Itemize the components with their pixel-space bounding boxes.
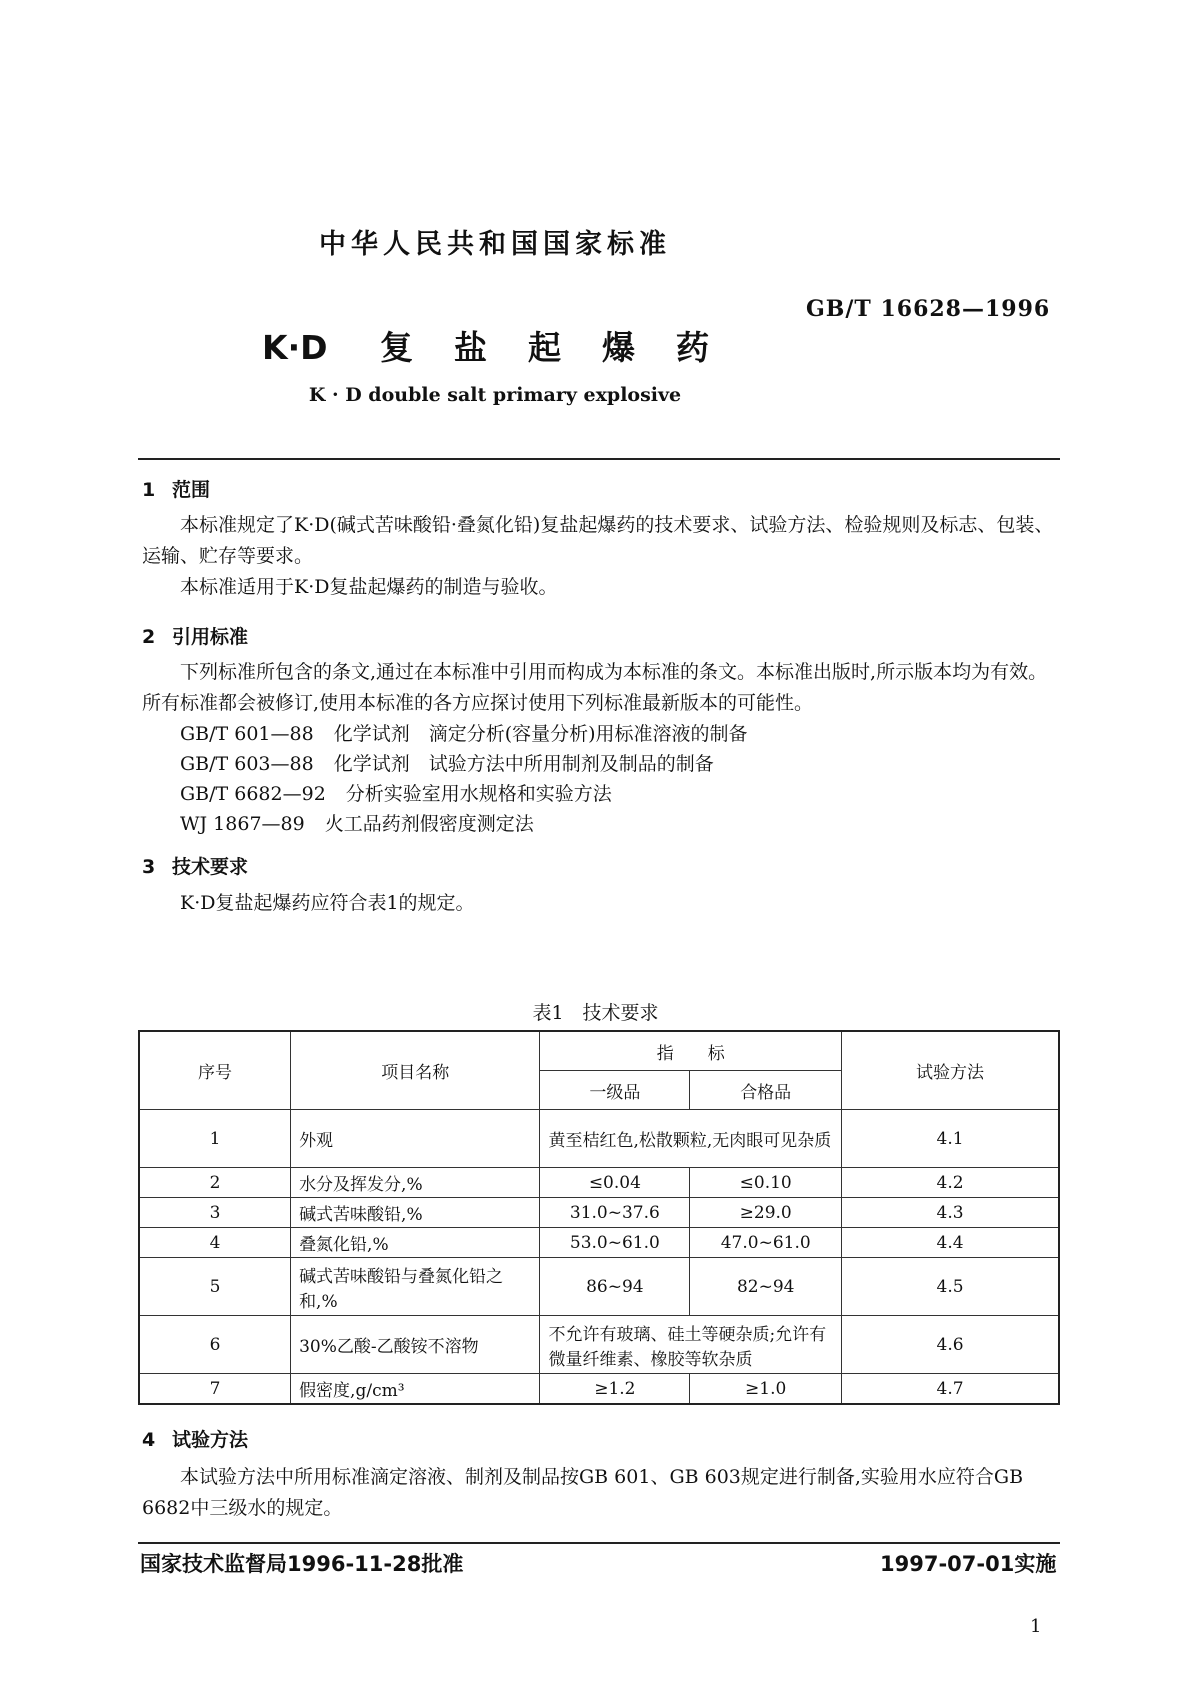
title-part: 盐 (454, 328, 487, 367)
reference-item (180, 749, 714, 776)
cell-item: 假密度,g/cm³ (291, 1374, 540, 1405)
table-row (139, 1168, 1059, 1198)
cell-method: 4.2 (842, 1168, 1059, 1198)
section-2-heading (142, 622, 248, 649)
cell-item: 外观 (291, 1110, 540, 1168)
cell-method: 4.4 (842, 1228, 1059, 1258)
cell-seq: 2 (139, 1168, 291, 1198)
implementation-date: 1997-07-01实施 (880, 1552, 1057, 1576)
section-number: 2 (142, 626, 156, 648)
cell-merged-index: 不允许有玻璃、硅土等硬杂质;允许有微量纤维素、橡胶等软杂质 (540, 1316, 842, 1374)
section-1-para-2: 本标准适用于K·D复盐起爆药的制造与验收。 (180, 576, 558, 598)
cell-qualified: 82~94 (690, 1258, 842, 1316)
header-grade1: 一级品 (540, 1071, 690, 1110)
reference-item (180, 779, 612, 806)
section-number: 3 (142, 856, 156, 878)
section-1-heading (142, 475, 210, 502)
reference-name: 分析实验室用水规格和实验方法 (345, 783, 612, 805)
reference-item (180, 809, 534, 836)
header-index: 指 标 (540, 1031, 842, 1071)
reference-item (180, 719, 748, 746)
table-caption: 表1 技术要求 (532, 1002, 659, 1024)
section-title: 范围 (172, 479, 211, 501)
cell-grade1: ≥1.2 (540, 1374, 690, 1405)
cell-item: 水分及挥发分,% (291, 1168, 540, 1198)
section-3-para-1: K·D复盐起爆药应符合表1的规定。 (180, 892, 475, 914)
cell-item: 叠氮化铅,% (291, 1228, 540, 1258)
cell-seq: 3 (139, 1198, 291, 1228)
cell-seq: 6 (139, 1316, 291, 1374)
cell-item: 碱式苦味酸铅,% (291, 1198, 540, 1228)
title-part: K·D (262, 328, 328, 367)
footer-rule (138, 1542, 1060, 1544)
cell-merged-index: 黄至桔红色,松散颗粒,无肉眼可见杂质 (540, 1110, 842, 1168)
cell-grade1: 86~94 (540, 1258, 690, 1316)
title-part: 爆 (602, 328, 635, 367)
title-part: 复 (380, 328, 413, 367)
cell-seq: 4 (139, 1228, 291, 1258)
cell-qualified: ≤0.10 (690, 1168, 842, 1198)
reference-code: GB/T 6682—92 (180, 783, 326, 805)
cell-item: 30%乙酸-乙酸铵不溶物 (291, 1316, 540, 1374)
reference-code: GB/T 601—88 (180, 723, 314, 745)
cell-method: 4.7 (842, 1374, 1059, 1405)
cell-seq: 1 (139, 1110, 291, 1168)
section-2-para-1: 下列标准所包含的条文,通过在本标准中引用而构成为本标准的条文。本标准出版时,所示版本均为有效。所有标准都会被修订,使用本标准的各方应探讨使用下列标准最新版本的可能性。 (142, 661, 1048, 714)
title-part: 药 (676, 328, 709, 367)
cell-qualified: ≥29.0 (690, 1198, 842, 1228)
cell-seq: 5 (139, 1258, 291, 1316)
cell-method: 4.5 (842, 1258, 1059, 1316)
approval-line: 国家技术监督局1996-11-28批准 (140, 1552, 464, 1576)
header-seq: 序号 (139, 1031, 291, 1110)
cell-method: 4.3 (842, 1198, 1059, 1228)
cell-seq: 7 (139, 1374, 291, 1405)
section-title: 技术要求 (172, 856, 249, 878)
title-part: 起 (528, 328, 561, 367)
table-row (139, 1110, 1059, 1168)
reference-name: 火工品药剂假密度测定法 (324, 813, 534, 835)
cell-grade1: 31.0~37.6 (540, 1198, 690, 1228)
table-row (139, 1258, 1059, 1316)
section-number: 1 (142, 479, 156, 501)
cell-qualified: ≥1.0 (690, 1374, 842, 1405)
header-qualified: 合格品 (690, 1071, 842, 1110)
cell-grade1: 53.0~61.0 (540, 1228, 690, 1258)
cell-method: 4.6 (842, 1316, 1059, 1374)
reference-code: GB/T 603—88 (180, 753, 314, 775)
table-row (139, 1228, 1059, 1258)
cell-method: 4.1 (842, 1110, 1059, 1168)
cell-item: 碱式苦味酸铅与叠氮化铅之和,% (291, 1258, 540, 1316)
reference-name: 化学试剂 滴定分析(容量分析)用标准溶液的制备 (333, 723, 748, 745)
table-header-row (139, 1031, 1059, 1071)
section-4-heading (142, 1425, 248, 1452)
section-1-para-1: 本标准规定了K·D(碱式苦味酸铅·叠氮化铅)复盐起爆药的技术要求、试验方法、检验规则及标志、包装、运输、贮存等要求。 (142, 514, 1054, 567)
table-row (139, 1374, 1059, 1405)
cell-grade1: ≤0.04 (540, 1168, 690, 1198)
section-4-para-1: 本试验方法中所用标准滴定溶液、制剂及制品按GB 601、GB 603规定进行制备,实验用水应符合GB 6682中三级水的规定。 (142, 1466, 1024, 1519)
section-title: 引用标准 (172, 626, 249, 648)
reference-code: WJ 1867—89 (180, 813, 305, 835)
cell-qualified: 47.0~61.0 (690, 1228, 842, 1258)
spec-table (138, 1030, 1060, 1405)
document-title (262, 322, 709, 369)
table-row (139, 1198, 1059, 1228)
header-item: 项目名称 (291, 1031, 540, 1110)
header-rule (138, 458, 1060, 460)
table-row (139, 1316, 1059, 1374)
english-title: K · D double salt primary explosive (308, 384, 682, 406)
header-method: 试验方法 (842, 1031, 1059, 1110)
national-standard-title: 中华人民共和国国家标准 (319, 229, 671, 260)
standard-number: GB/T 16628—1996 (806, 296, 1051, 322)
section-title: 试验方法 (172, 1429, 249, 1451)
reference-name: 化学试剂 试验方法中所用制剂及制品的制备 (333, 753, 714, 775)
section-number: 4 (142, 1429, 156, 1451)
page-number: 1 (1030, 1616, 1042, 1637)
section-3-heading (142, 852, 248, 879)
